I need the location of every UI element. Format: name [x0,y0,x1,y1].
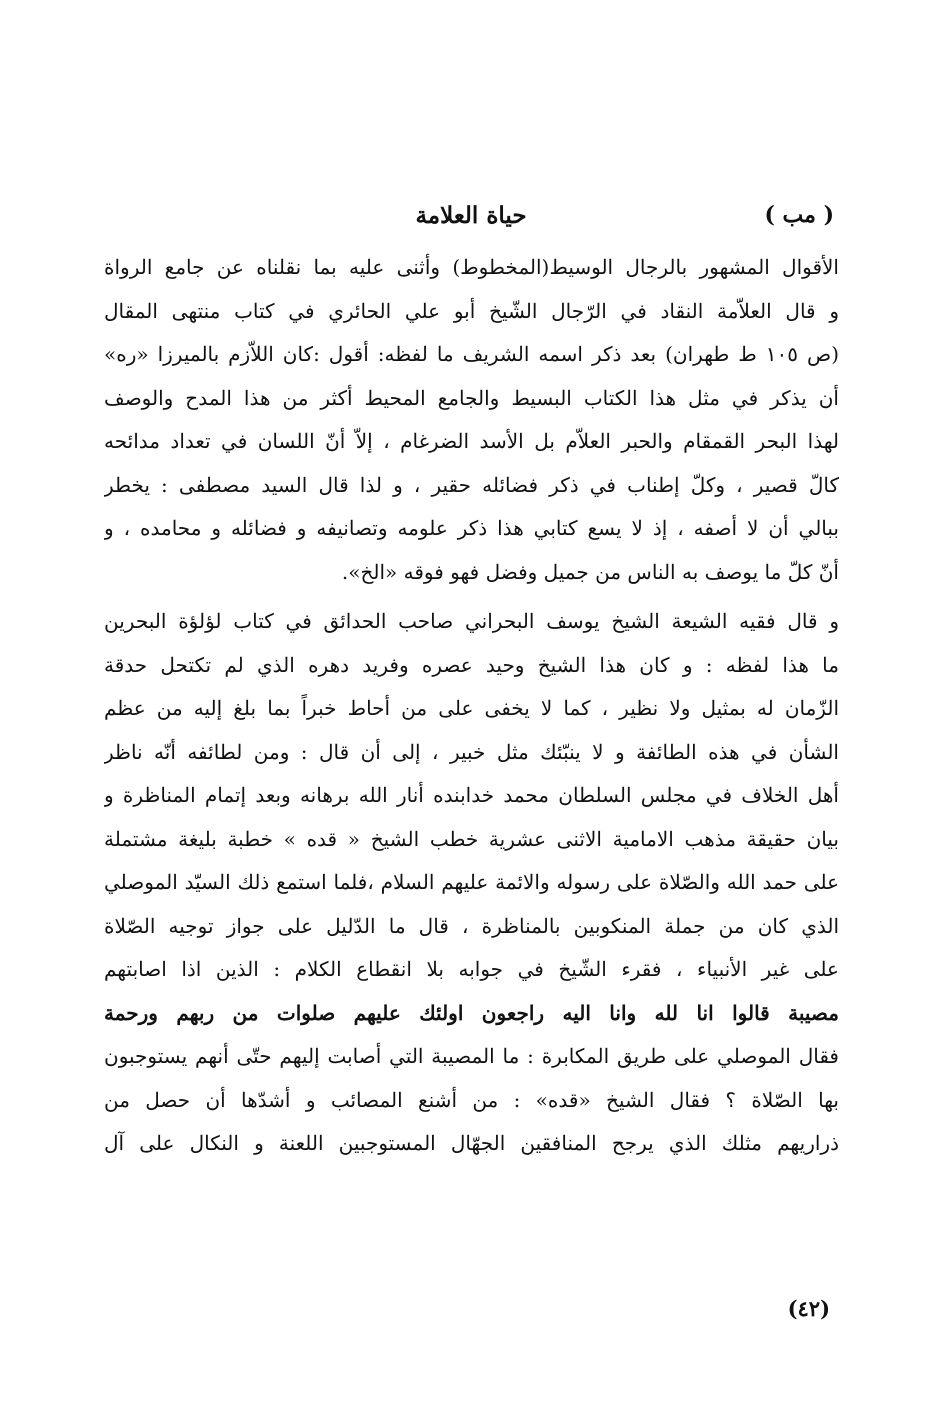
text-line: بها الصّلاة ؟ فقال الشيخ «قده» : من أشنع المصائب و أشدّها أن حصل من [104,1087,839,1112]
paragraph-1 [104,246,839,594]
quran-quote-line: مصيبة قالوا انا لله وانا اليه راجعون اولئك عليهم صلوات من ربهم ورحمة [104,1000,839,1025]
text-line: (ص ١٠٥ ط طهران) بعد ذكر اسمه الشريف ما لفظه: أقول :كان اللاّزم بالميرزا «ره» [104,342,839,366]
paragraph-2 [104,600,839,1166]
text-line: على حمد الله والصّلاة على رسوله والائمة عليهم السلام ،فلما استمع ذلك السيّد الموصلي [104,870,839,894]
text-line: أن يذكر في مثل هذا الكتاب البسيط والجامع المحيط أكثر من هذا المدح والوصف [104,385,839,410]
text-line: فقال الموصلي على طريق المكابرة : ما المصيبة التي أصابت إليهم حتّى أنهم يستوجبون [104,1044,839,1068]
text-line: على غير الأنبياء ، فقرء الشّيخ في جوابه بلا انقطاع الكلام : الذين اذا اصابتهم [104,957,839,981]
text-line: الشأن في هذه الطائفة و لا ينبّئك مثل خبير ، إلى أن قال : ومن لطائفه أنّه ناظر [104,739,839,764]
text-line: ما هذا لفظه : و كان هذا الشيخ وحيد عصره وفريد دهره الذي لم تكتحل حدقة [104,652,839,677]
text-line: و قال العلاّمة النقاد في الرّجال الشّيخ أبو علي الحائري في كتاب منتهى المقال [104,298,839,323]
text-line: الأقوال المشهور بالرجال الوسيط(المخطوط) وأثنى عليه بما نقلناه عن جامع الرواة [104,255,839,279]
text-line: ذراريهم مثلك الذي يرجح المنافقين الجهّال المستوجبين اللعنة و النكال على آل [104,1131,839,1155]
text-line: و قال فقيه الشيعة الشيخ يوسف البحراني صاحب الحدائق في كتاب لؤلؤة البحرين [104,609,839,633]
text-line: كالّ قصير ، وكلّ إطناب في ذكر فضائله حقير ، و لذا قال السيد مصطفى : يخطر [104,472,839,497]
text-line: أنّ كلّ ما يوصف به الناس من جميل وفضل فهو فوقه «الخ». [341,559,839,584]
text-line: لهذا البحر القمقام والحبر العلاّم بل الأسد الضرغام ، إلاّ أنّ اللسان في تعداد مدائحه [104,429,839,453]
running-title: حياة العلامة [415,202,527,229]
text-line: الذي كان من جملة المنكوبين بالمناظرة ، قال ما الدّليل على جواز توجيه الصّلاة [104,913,839,938]
text-line: الزّمان له بمثيل ولا نظير ، كما لا يخفى على من أحاط خبراً بما بلغ إليه من عظم [104,696,839,720]
page-number: (٤٢) [787,1296,830,1321]
page-header [100,198,842,238]
text-line: أهل الخلاف في مجلس السلطان محمد خدابنده أنار الله برهانه وبعد إتمام المناظرة و [104,783,839,807]
text-line: ببالي أن لا أصفه ، إذ لا يسع كتابي هذا ذكر علومه وتصانيفه و فضائله و محامده ، و [104,516,839,540]
body-text [104,246,839,1166]
page-marker: ( مب ) [764,202,834,228]
text-line: بيان حقيقة مذهب الامامية الاثنى عشرية خطب الشيخ « قده » خطبة بليغة مشتملة [104,826,839,851]
